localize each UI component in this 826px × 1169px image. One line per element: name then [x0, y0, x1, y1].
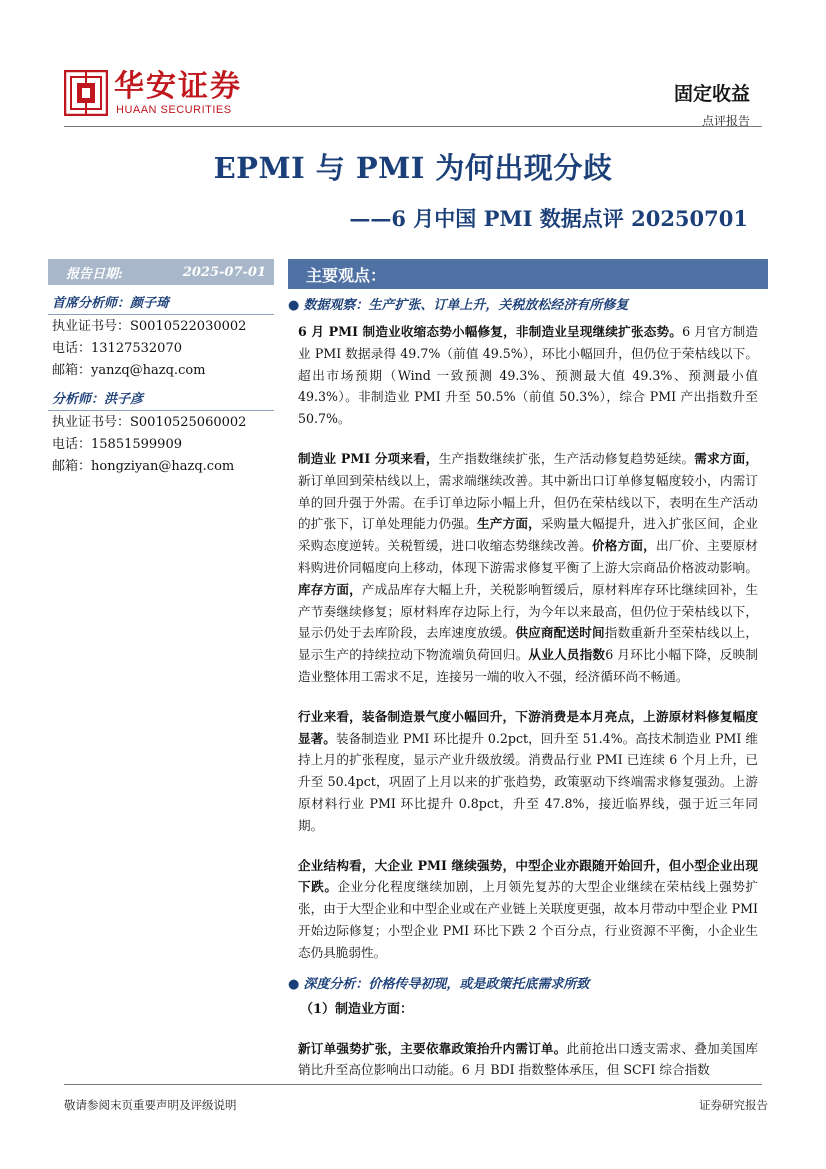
para-bold: 需求方面，: [694, 450, 759, 466]
para-bold: 库存方面，: [298, 581, 362, 597]
logo-en-text: HUAAN SECURITIES: [116, 104, 232, 116]
para-text: 此前抢出口透支需求、叠加美国库销比升至高位影响出口动能。6 月 BDI 指数整体承压，但 SCFI 综合指数: [298, 1040, 759, 1078]
logo-cn-text: 华安证券: [114, 69, 242, 104]
report-subtitle: ——6 月中国 PMI 数据点评 20250701: [349, 206, 748, 231]
header-category-block: [674, 82, 750, 129]
footer-report-label: 证券研究报告: [699, 1098, 768, 1112]
report-type: 点评报告: [701, 114, 750, 128]
para-bold: 新订单强势扩张，主要依靠政策抬升内需订单。: [298, 1040, 567, 1056]
logo-seal-icon: [64, 70, 108, 116]
para-bold: 生产方面，: [476, 516, 541, 532]
para-text: 指数重新升至荣枯线以上，显示生产的持续拉动下物流端负荷回归。: [298, 625, 759, 663]
paragraph-new-orders: [288, 1038, 768, 1082]
para-bold: 价格方面，: [592, 538, 656, 554]
paragraph-enterprise-structure: [288, 855, 768, 964]
para-text: 6 月官方制造业 PMI 数据录得 49.7%（前值 49.5%），环比小幅回升，但仍位于荣枯线以下。超出市场预期（Wind 一致预测 49.3%、预测最大值 49.3%、预测最小值 49.3%）。非制造业 PMI 升至 50.5%（前值 50.3%），综合 PMI 产出指数升至 50.7%。: [298, 324, 758, 427]
para-text: 出厂价、主要原材料购进价同幅度向上移动，体现下游需求修复平衡了上游大宗商品价格波动影响。: [298, 538, 759, 575]
bullet-deep-analysis: [288, 976, 768, 994]
chief-analyst-phone: 电话：13127532070: [52, 341, 182, 356]
para-bold: 行业来看，装备制造景气度小幅回升，下游消费是本月亮点，上游原材料修复幅度显著。: [298, 708, 758, 746]
paragraph-industry: [288, 706, 768, 837]
analyst-phone: 电话：15851599909: [52, 437, 182, 452]
key-points-bar: 主要观点：: [288, 259, 768, 289]
para-text: 生产指数继续扩张，生产活动修复趋势延续。: [438, 450, 695, 466]
bullet-text: 深度分析：价格传导初现，或是政策托底需求所致: [303, 976, 590, 992]
para-text: 6 月环比小幅下降，反映制造业整体用工需求不足，连接另一端的收入不强，经济循环尚不畅通。: [298, 647, 758, 684]
chief-analyst-name: 首席分析师：颜子琦: [48, 287, 274, 315]
bullet-data-observation: [288, 297, 768, 315]
report-date-value: 2025-07-01: [182, 264, 266, 280]
footer-divider: [64, 1084, 762, 1085]
header-divider: [64, 126, 762, 127]
chief-analyst-email: 邮箱：yanzq@hazq.com: [52, 363, 206, 378]
report-date-label: 报告日期:: [66, 266, 123, 282]
para-text: 新订单回到荣枯线以上，需求端继续改善。其中新出口订单修复幅度较小，内需订单的回升强于外需。在手订单边际小幅上升，但仍在荣枯线以下，表明在生产活动的扩张下，订单处理能力仍强。: [298, 472, 758, 532]
subheading-manufacturing: （1）制造业方面：: [300, 1001, 414, 1017]
company-logo: [64, 70, 254, 122]
footer-disclaimer: 敬请参阅末页重要声明及评级说明: [64, 1098, 237, 1112]
para-bold: 企业结构看，大企业 PMI 继续强势，中型企业亦跟随开始回升，但小型企业出现下跌。: [298, 857, 758, 895]
para-bold: 6 月 PMI 制造业收缩态势小幅修复，非制造业呈现继续扩张态势。: [298, 324, 683, 339]
report-category: 固定收益: [673, 83, 750, 105]
para-bold: 制造业 PMI 分项来看，: [298, 450, 439, 466]
paragraph-manufacturing-items: [288, 448, 768, 688]
para-bold: 从业人员指数: [528, 647, 606, 663]
para-text: 装备制造业 PMI 环比提升 0.2pct，回升至 51.4%。高技术制造业 PMI 维持上月的扩张程度，显示产业升级放缓。消费品行业 PMI 已连续 6 个月上升，已升至 50.4pct，巩固了上月以来的扩张趋势，政策驱动下终端需求修复强劲。上游原材料行业 PMI 环比提升 0.8pct，升至 47.8%，接近临界线，强于近三年同期。: [298, 730, 759, 833]
paragraph-pmi-overview: [288, 321, 768, 430]
para-text: 采购量大幅提升，进入扩张区间，企业采购态度逆转。关税暂缓，进口收缩态势继续改善。: [298, 516, 759, 554]
main-content: [288, 259, 768, 1081]
chief-analyst-cert: 执业证书号：S0010522030002: [52, 319, 247, 334]
para-text: 企业分化程度继续加剧，上月领先复苏的大型企业继续在荣枯线上强势扩张，由于大型企业和中型企业或在产业链上关联度更强，故本月带动中型企业 PMI 开始边际修复；小型企业 PMI 环比下跌 2 个百分点，行业资源不平衡，小企业生态仍具脆弱性。: [298, 879, 759, 960]
report-date-bar: [48, 259, 274, 285]
report-title: EPMI 与 PMI 为何出现分歧: [213, 151, 613, 185]
analyst-name: 分析师：洪子彦: [48, 383, 274, 411]
bullet-dot-icon: ●: [288, 298, 300, 313]
para-bold: 供应商配送时间: [515, 625, 605, 641]
bullet-text: 数据观察：生产扩张、订单上升，关税放松经济有所修复: [303, 298, 629, 313]
analyst-email: 邮箱：hongziyan@hazq.com: [52, 459, 235, 474]
analyst-cert: 执业证书号：S0010525060002: [52, 415, 247, 430]
para-text: 产成品库存大幅上升，关税影响暂缓后，原材料库存环比继续回补，生产节奏继续修复；原材料库存边际上行，为今年以来最高，但仍位于荣枯线以下，显示仍处于去库阶段，去库速度放缓。: [298, 581, 759, 641]
analyst-sidebar: [48, 259, 274, 477]
bullet-dot-icon: ●: [288, 976, 300, 992]
